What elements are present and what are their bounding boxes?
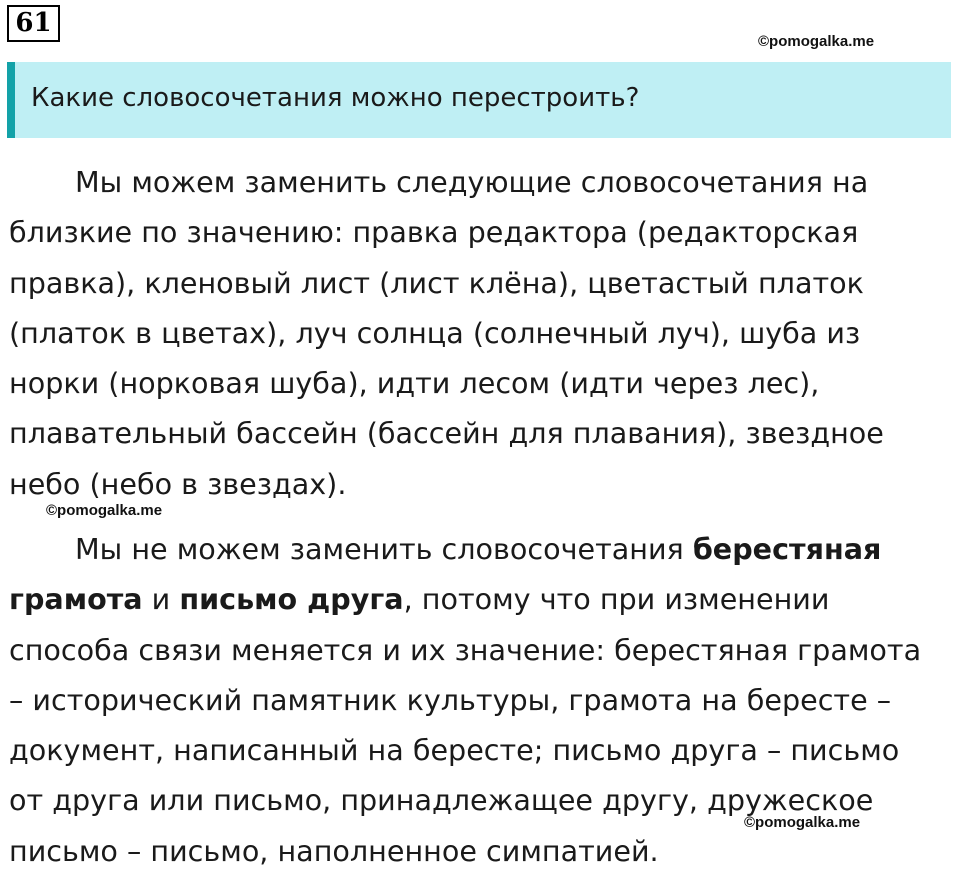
paragraph-2-line: – исторический памятник культуры, грамота на бересте –	[9, 682, 892, 717]
bold-phrase: берестяная	[692, 532, 882, 566]
answer-paragraph-1	[9, 157, 884, 509]
question-text: Какие словосочетания можно перестроить?	[31, 83, 640, 113]
watermark-top: ©pomogalka.me	[758, 33, 875, 50]
paragraph-1-line: Мы можем заменить следующие словосочетания на	[75, 165, 869, 199]
bold-phrase: письмо друга	[179, 582, 404, 617]
paragraph-2-line	[9, 574, 921, 624]
paragraph-2-line: способа связи меняется и их значение: берестяная грамота	[9, 632, 922, 667]
paragraph-1-line: правка), кленовый лист (лист клёна), цветастый платок	[9, 265, 864, 300]
paragraph-1-line: плавательный бассейн (бассейн для плавания), звездное	[9, 416, 884, 451]
watermark-bottom: ©pomogalka.me	[744, 814, 861, 831]
watermark-middle: ©pomogalka.me	[46, 502, 163, 519]
paragraph-2-text: , потому что при изменении	[403, 582, 830, 617]
bold-phrase: грамота	[9, 582, 143, 617]
paragraph-2-line: документ, написанный на бересте; письмо друга – письмо	[9, 733, 900, 768]
paragraph-1-line: норки (норковая шуба), идти лесом (идти через лес),	[9, 366, 820, 401]
paragraph-1-line: небо (небо в звездах).	[9, 466, 347, 501]
paragraph-2-text: и	[142, 582, 180, 617]
paragraph-1-line: (платок в цветах), луч солнца (солнечный луч), шуба из	[9, 315, 861, 350]
paragraph-1-line: близкие по значению: правка редактора (редакторская	[9, 215, 859, 250]
paragraph-2-line	[9, 524, 921, 574]
paragraph-2-line: от друга или письмо, принадлежащее другу, дружеское	[9, 783, 874, 818]
paragraph-2-text: Мы не можем заменить словосочетания	[75, 532, 693, 566]
task-number-box: 61	[7, 5, 60, 42]
question-banner	[7, 62, 951, 138]
paragraph-2-line: письмо – письмо, наполненное симпатией.	[9, 833, 659, 868]
